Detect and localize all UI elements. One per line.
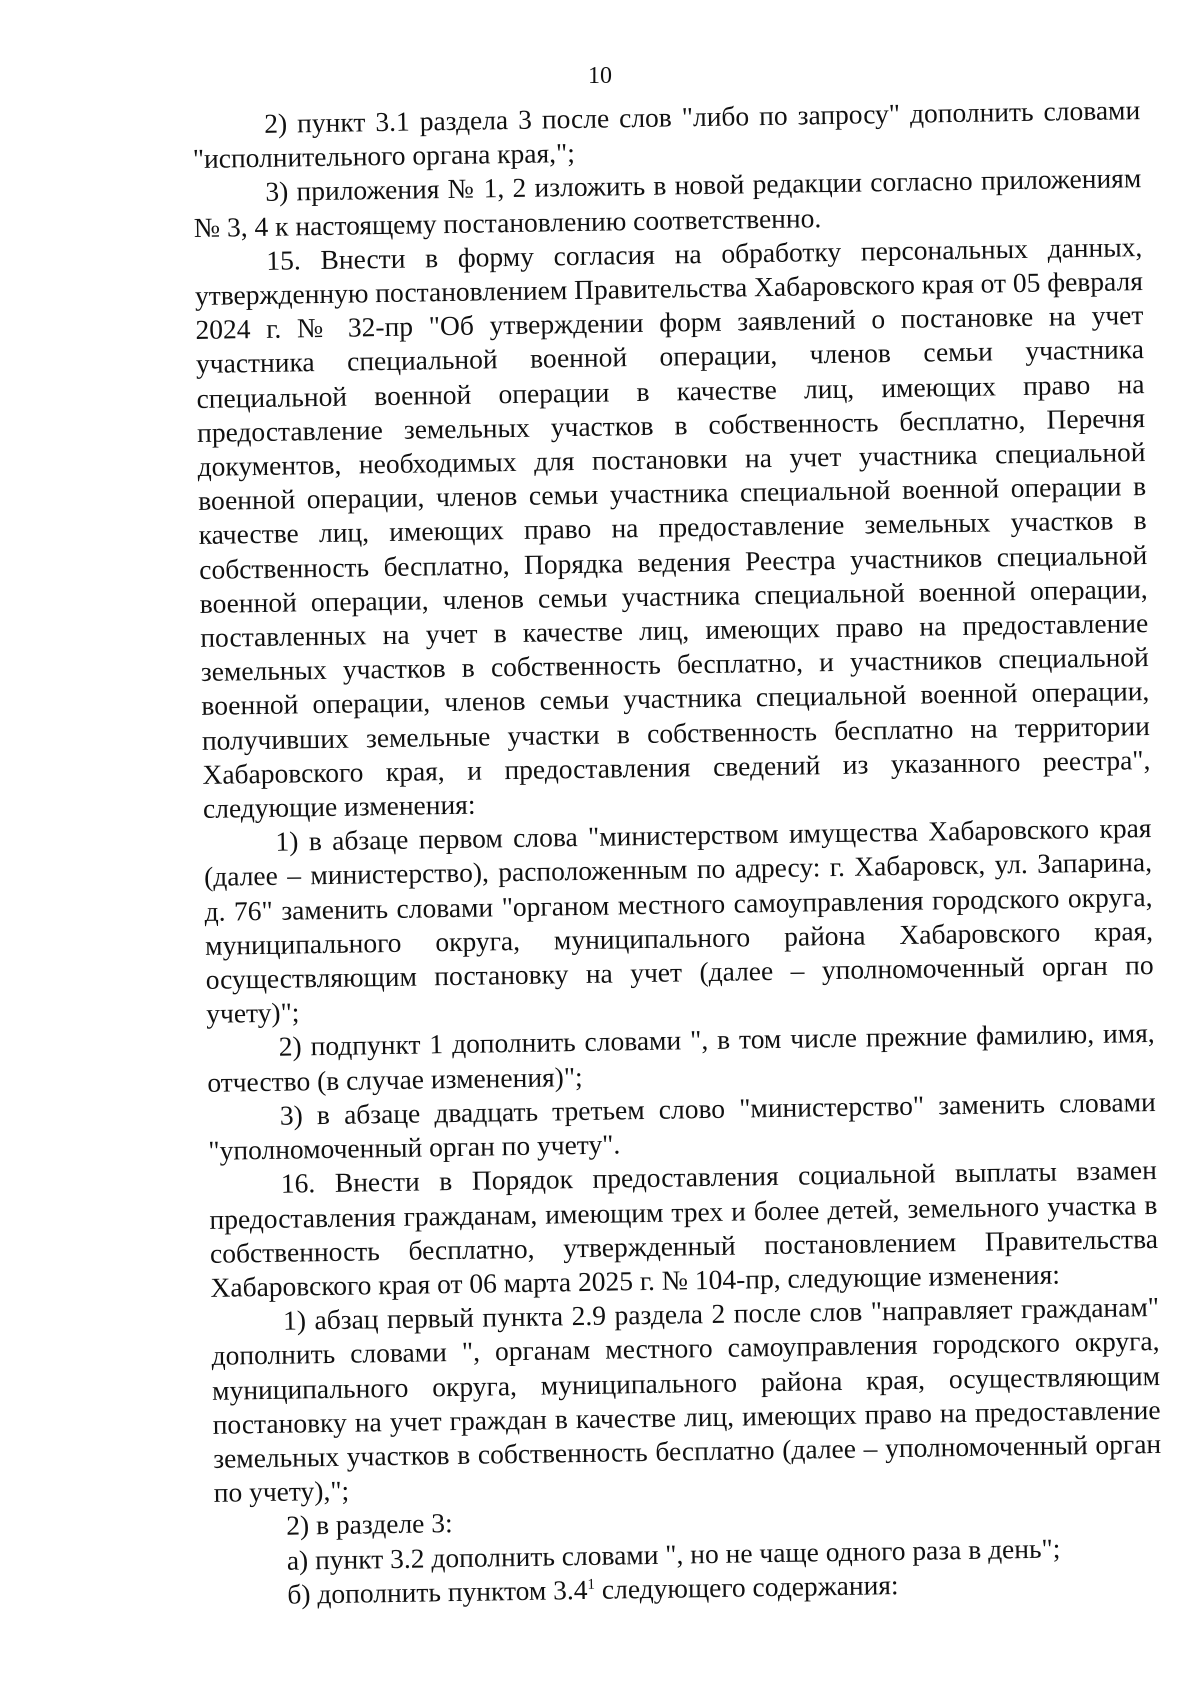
paragraph-15: 15. Внести в форму согласия на обработку персональных данных, утвержденную постановлением Правительства Хабаровского края от 05 февраля 2024 г. № 32-пр "Об утверждении форм заявлений о постановке на учет участника специальной военной операции, членов семьи участника специальной военной операции в качестве лиц, имеющих право на предоставление земельных участков в собственность бесплатно, Перечня документов, необходимых для постановки на учет участника специальной военной операции, членов семьи участника специальной военной операции в качестве лиц, имеющих право на предоставление земельных участков в собственность бесплатно, Порядка ведения Реестра участников специальной военной операции, членов семьи участника специальной военной операции, поставленных на учет в качестве лиц, имеющих право на предоставление земельных участков в собственность бесплатно, и участников специальной военной операции, членов семьи участника специальной военной операции, получивших земельные участки в собственность бесплатно на территории Хабаровского края, и предоставления сведений из указанного реестра", следующие изменения:: [194, 230, 1151, 824]
paragraph-15-item-3: 3) в абзаце двадцать третьем слово "министерство" заменить словами "уполномоченный орган по учету".: [208, 1085, 1156, 1166]
paragraph-15-item-2: 2) подпункт 1 дополнить словами ", в том числе прежние фамилию, имя, отчество (в случае изменения)";: [207, 1017, 1155, 1098]
paragraph-15-item-1: 1) в абзаце первом слова "министерством имущества Хабаровского края (далее – министерство), расположенным по адресу: г. Хабаровск, ул. Запарина, д. 76" заменить словами "органом местного самоуправления городского округа, муниципального округа, муниципального района Хабаровского края, осуществляющим постановку на учет (далее – уполномоченный орган по учету)";: [203, 812, 1154, 1030]
paragraph-16-item-2a: а) пункт 3.2 дополнить словами ", но не чаще одного раза в день";: [286, 1532, 1061, 1576]
paragraph-16-item-1: 1) абзац первый пункта 2.9 раздела 2 после слов "направляет гражданам" дополнить словами ", органам местного самоуправления городского округа, муниципального округа, муниципального района края, осуществляющим постановку на учет граждан в качестве лиц, имеющих право на предоставление земельных участков в собственность бесплатно (далее – уполномоченный орган по учету),";: [211, 1291, 1162, 1508]
paragraph-16-item-2: 2) в разделе 3:: [286, 1507, 453, 1542]
paragraph-text-before: б) дополнить пунктом 3.4: [287, 1573, 588, 1610]
document-body: [192, 93, 1164, 1613]
paragraph-item-3: 3) приложения № 1, 2 изложить в новой редакции согласно приложениям № 3, 4 к настоящему постановлению соответственно.: [193, 162, 1142, 243]
paragraph-item-2: 2) пункт 3.1 раздела 3 после слов "либо по запросу" дополнить словами "исполнительного органа края,";: [192, 94, 1141, 175]
paragraph-16: 16. Внести в Порядок предоставления социальной выплаты взамен предоставления гражданам, имеющим трех и более детей, земельного участка в собственность бесплатно, утвержденный постановлением Правительства Хабаровского края от 06 марта 2025 г. № 104-пр, следующие изменения:: [209, 1154, 1159, 1303]
paragraph-text-after: следующего содержания:: [594, 1568, 899, 1605]
page-number: 10: [588, 63, 612, 89]
superscript-marker: 1: [587, 1576, 596, 1593]
